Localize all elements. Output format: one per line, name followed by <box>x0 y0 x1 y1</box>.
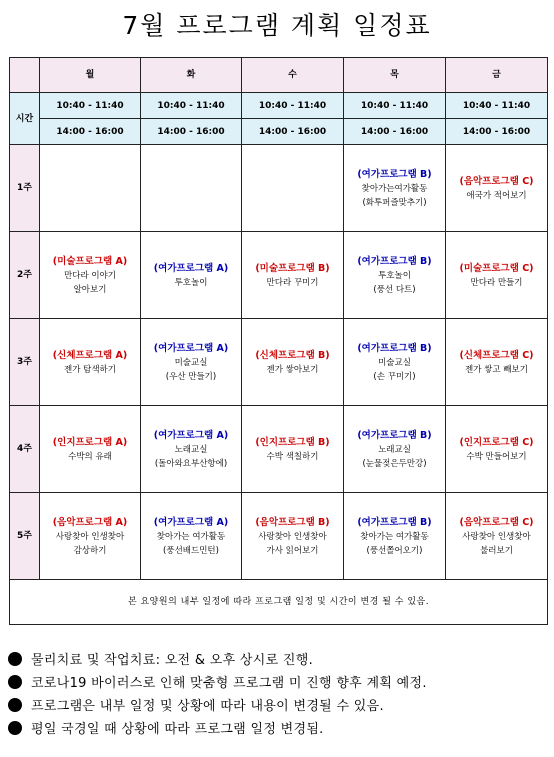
program-cell <box>40 232 141 319</box>
program-cell <box>344 493 446 580</box>
program-cell <box>242 232 344 319</box>
program-name: (여가프로그램 A) <box>153 262 229 274</box>
time-slot: 14:00 - 16:00 <box>141 119 242 145</box>
program-name: (여가프로그램 A) <box>153 342 229 354</box>
day-header: 월 <box>40 58 141 93</box>
program-description: (돌아와요부산항에) <box>154 458 228 469</box>
corner-cell <box>10 58 40 93</box>
program-name: (여가프로그램 B) <box>357 516 432 528</box>
note-item <box>8 696 548 719</box>
notes-list <box>8 650 548 742</box>
program-description: 노래교실 <box>174 444 208 455</box>
program-description: (풍선쫄어오기) <box>366 545 423 556</box>
time-slot: 14:00 - 16:00 <box>242 119 344 145</box>
program-description: 불러보기 <box>480 545 513 556</box>
week-label: 3주 <box>10 319 40 406</box>
program-description: 만다라 꾸미기 <box>266 277 319 288</box>
program-cell <box>40 319 141 406</box>
week-label: 4주 <box>10 406 40 493</box>
page-title: 7월 프로그램 계획 일정표 <box>122 11 432 40</box>
program-name: (여가프로그램 A) <box>153 516 229 528</box>
program-cell <box>141 145 242 232</box>
program-description: 사랑찾아 인생찾아 <box>258 531 327 542</box>
program-description: 젠가 쌓아보기 <box>266 364 319 375</box>
program-cell <box>141 493 242 580</box>
note-item <box>8 650 548 673</box>
time-slot: 14:00 - 16:00 <box>344 119 446 145</box>
program-cell <box>40 145 141 232</box>
bullet-icon <box>8 721 22 735</box>
program-name: (여가프로그램 A) <box>153 429 229 441</box>
program-name: (여가프로그램 B) <box>357 168 432 180</box>
program-cell <box>344 406 446 493</box>
program-description: (우산 만들기) <box>165 371 217 382</box>
program-cell <box>344 145 446 232</box>
program-cell <box>40 406 141 493</box>
time-label: 시간 <box>10 93 40 145</box>
program-description: (화투퍼즐맞추기) <box>362 197 427 208</box>
note-text: 프로그램은 내부 일정 및 상황에 따라 내용이 변경될 수 있음. <box>31 699 384 714</box>
day-header: 수 <box>242 58 344 93</box>
program-description: 애국가 적어보기 <box>466 190 527 201</box>
day-header: 목 <box>344 58 446 93</box>
program-description: 젠가 쌓고 빼보기 <box>465 364 528 375</box>
program-cell <box>141 319 242 406</box>
program-description: 감상하기 <box>73 545 107 556</box>
program-cell <box>446 232 548 319</box>
program-name: (신체프로그램 A) <box>52 349 128 361</box>
time-slot: 10:40 - 11:40 <box>242 93 344 119</box>
program-cell <box>344 319 446 406</box>
note-text: 코로나19 바이러스로 인해 맞춤형 프로그램 미 진행 향후 계획 예정. <box>31 676 427 691</box>
day-header: 화 <box>141 58 242 93</box>
program-name: (음악프로그램 B) <box>255 516 330 528</box>
program-cell <box>141 406 242 493</box>
program-cell <box>446 145 548 232</box>
program-cell <box>141 232 242 319</box>
program-name: (여가프로그램 B) <box>357 429 432 441</box>
program-name: (인지프로그램 B) <box>255 436 330 448</box>
time-slot: 14:00 - 16:00 <box>40 119 141 145</box>
program-description: 수박의 유래 <box>68 451 112 462</box>
bullet-icon <box>8 675 22 689</box>
program-description: (손 꾸미기) <box>373 371 416 382</box>
program-name: (인지프로그램 A) <box>52 436 128 448</box>
program-cell <box>344 232 446 319</box>
program-description: 투호놀이 <box>174 277 208 288</box>
program-description: 가사 읽어보기 <box>266 545 319 556</box>
program-description: 만다라 만들기 <box>470 277 523 288</box>
program-description: 찾아가는 여가활동 <box>156 531 226 542</box>
program-description: (눈물젖은두만강) <box>362 458 427 469</box>
program-description: (풍선 다트) <box>373 284 416 295</box>
program-description: 사랑찾아 인생찾아 <box>55 531 125 542</box>
program-cell <box>446 406 548 493</box>
program-name: (인지프로그램 C) <box>459 436 534 448</box>
schedule-table <box>9 57 548 625</box>
week-label: 5주 <box>10 493 40 580</box>
program-description: 수박 만들어보기 <box>466 451 527 462</box>
program-description: 투호놀이 <box>378 270 411 281</box>
time-slot: 14:00 - 16:00 <box>446 119 548 145</box>
program-cell <box>40 493 141 580</box>
program-name: (여가프로그램 B) <box>357 255 432 267</box>
program-description: 찾아가는여가활동 <box>361 183 428 194</box>
program-cell <box>242 406 344 493</box>
note-item <box>8 719 548 742</box>
bullet-icon <box>8 698 22 712</box>
time-slot: 10:40 - 11:40 <box>141 93 242 119</box>
program-name: (여가프로그램 B) <box>357 342 432 354</box>
bullet-icon <box>8 652 22 666</box>
program-name: (미술프로그램 B) <box>255 262 330 274</box>
program-description: 알아보기 <box>73 284 107 295</box>
week-label: 1주 <box>10 145 40 232</box>
program-description: 사랑찾아 인생찾아 <box>462 531 531 542</box>
week-label: 2주 <box>10 232 40 319</box>
note-text: 물리치료 및 작업치료: 오전 & 오후 상시로 진행. <box>31 653 314 668</box>
note-text: 평일 국경일 때 상황에 따라 프로그램 일정 변경됨. <box>31 722 324 737</box>
program-cell <box>446 493 548 580</box>
program-name: (음악프로그램 A) <box>52 516 128 528</box>
program-description: (풍선배드민턴) <box>163 545 219 556</box>
program-cell <box>242 145 344 232</box>
program-name: (미술프로그램 A) <box>52 255 128 267</box>
note-item <box>8 673 548 696</box>
time-slot: 10:40 - 11:40 <box>344 93 446 119</box>
schedule-note: 본 요양원의 내부 일정에 따라 프로그램 일정 및 시간이 변경 될 수 있음. <box>10 580 548 625</box>
program-cell <box>242 319 344 406</box>
program-name: (신체프로그램 C) <box>459 349 534 361</box>
program-description: 노래교실 <box>378 444 411 455</box>
program-name: (미술프로그램 C) <box>459 262 534 274</box>
program-cell <box>242 493 344 580</box>
time-slot: 10:40 - 11:40 <box>446 93 548 119</box>
day-header: 금 <box>446 58 548 93</box>
program-description: 찾아가는 여가활동 <box>360 531 429 542</box>
program-description: 미술교실 <box>174 357 208 368</box>
program-description: 젠가 탐색하기 <box>64 364 116 375</box>
time-slot: 10:40 - 11:40 <box>40 93 141 119</box>
program-description: 만다라 이야기 <box>64 270 116 281</box>
program-name: (음악프로그램 C) <box>459 175 534 187</box>
program-description: 수박 색칠하기 <box>266 451 319 462</box>
program-name: (음악프로그램 C) <box>459 516 534 528</box>
program-name: (신체프로그램 B) <box>255 349 330 361</box>
program-description: 미술교실 <box>378 357 411 368</box>
program-cell <box>446 319 548 406</box>
